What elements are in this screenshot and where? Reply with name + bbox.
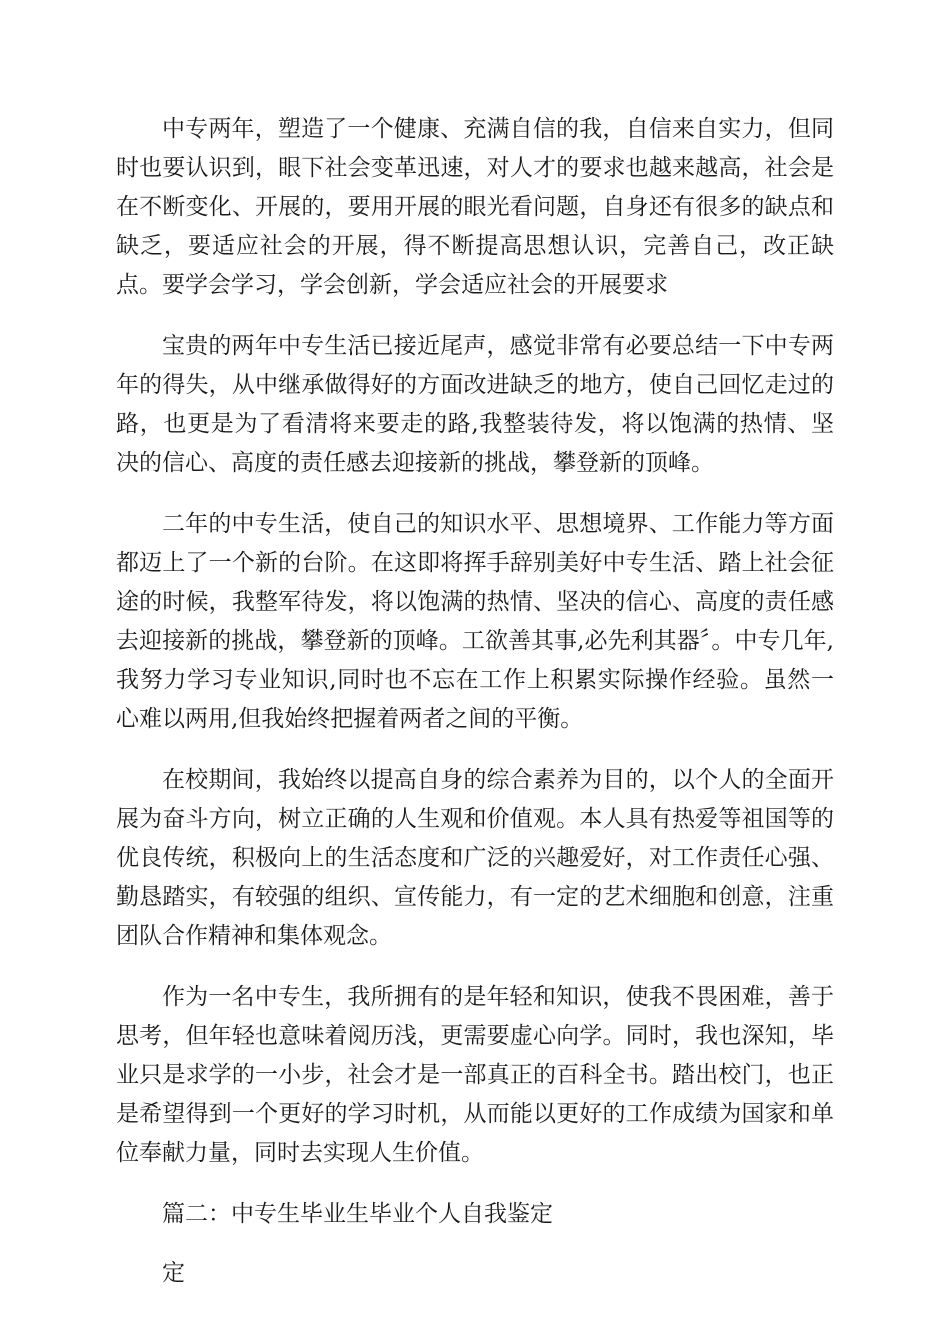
paragraph-1: 中专两年，塑造了一个健康、充满自信的我，自信来自实力，但同时也要认识到，眼下社会变革迅速，对人才的要求也越来越高，社会是在不断变化、开展的，要用开展的眼光看问题，自身还有很多的缺点和缺乏，要适应社会的开展，得不断提高思想认识，完善自己，改正缺点。要学会学习，学会创新，学会适应社会的开展要求 xyxy=(116,116,834,298)
paragraph-5: 作为一名中专生，我所拥有的是年轻和知识，使我不畏困难，善于思考，但年轻也意味着阅历浅，更需要虚心向学。同时，我也深知，毕业只是求学的一小步，社会才是一部真正的百科全书。踏出校门，也正是希望得到一个更好的学习时机，从而能以更好的工作成绩为国家和单位奉献力量，同时去实现人生价值。 xyxy=(116,984,834,1166)
paragraph-2: 宝贵的两年中专生活已接近尾声，感觉非常有必要总结一下中专两年的得失，从中继承做得好的方面改进缺乏的地方，使自己回忆走过的路，也更是为了看清将来要走的路,我整装待发，将以饱满的热情、坚决的信心、高度的责任感去迎接新的挑战，攀登新的顶峰。 xyxy=(116,333,834,476)
paragraph-4: 在校期间，我始终以提高自身的综合素养为目的，以个人的全面开展为奋斗方向，树立正确的人生观和价值观。本人具有热爱等祖国等的优良传统，积极向上的生活态度和广泛的兴趣爱好，对工作责任心强、勤恳踏实，有较强的组织、宣传能力，有一定的艺术细胞和创意，注重团队合作精神和集体观念。 xyxy=(116,767,834,949)
document-body xyxy=(116,110,834,1293)
section-heading: 篇二：中专生毕业生毕业个人自我鉴定 xyxy=(162,1201,553,1227)
trailing-text: 定 xyxy=(162,1260,185,1286)
paragraph-3: 二年的中专生活，使自己的知识水平、思想境界、工作能力等方面都迈上了一个新的台阶。在这即将挥手辞别美好中专生活、踏上社会征途的时候，我整军待发，将以饱满的热情、坚决的信心、高度的责任感去迎接新的挑战，攀登新的顶峰。工欲善其事,必先利其器〞。中专几年,我努力学习专业知识,同时也不忘在工作上积累实际操作经验。虽然一心难以两用,但我始终把握着两者之间的平衡。 xyxy=(116,511,834,732)
